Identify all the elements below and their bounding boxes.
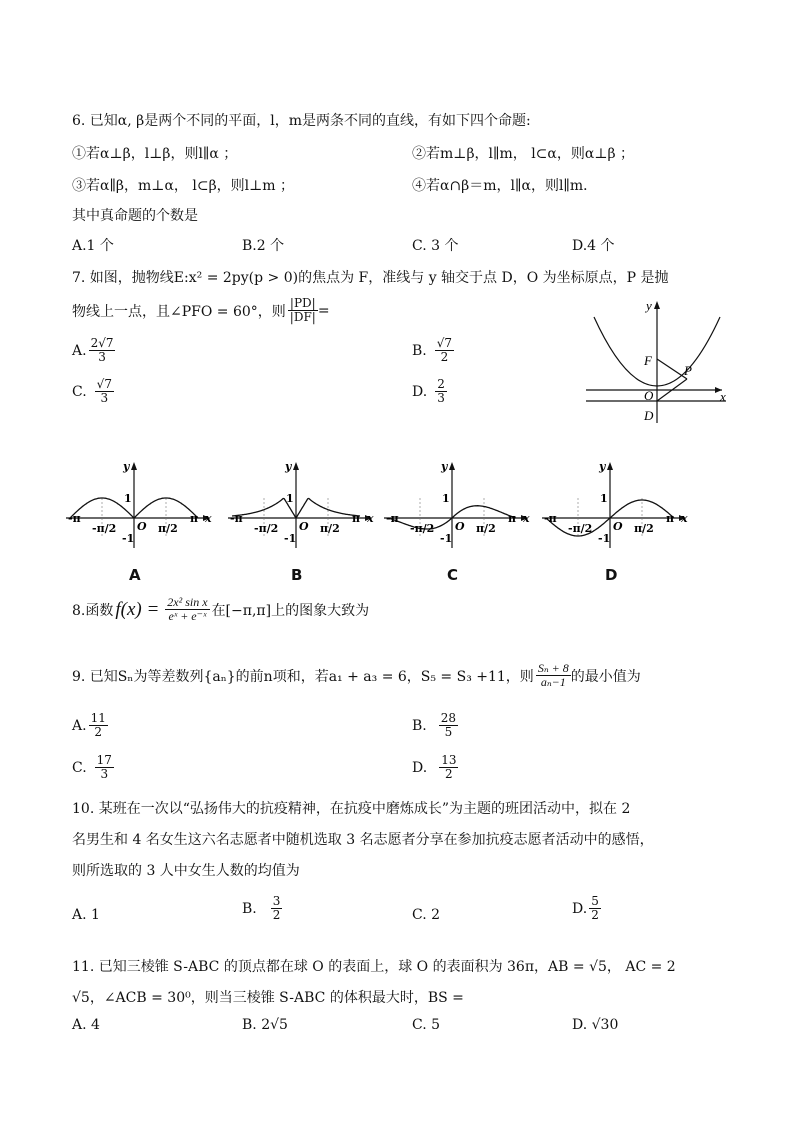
q10-option-b-num: 3	[272, 894, 281, 908]
q6-option-c: C. 3 个	[412, 238, 459, 254]
q7-option-c-den: 3	[100, 391, 109, 405]
q8-graph-label-neg-half-pi: -π/2	[254, 522, 279, 535]
q6-proposition-3: ③若α∥β，m⊥α， l⊂β，则l⊥m ；	[72, 178, 295, 194]
q8-graph-label-pi: π	[352, 512, 361, 525]
q7-label-x: x	[720, 389, 726, 404]
q9-option-c-label: C.	[72, 759, 87, 776]
q7-option-d	[412, 378, 447, 405]
q8-graph-label-origin: O	[299, 520, 309, 533]
q6-option-b: B.2 个	[242, 238, 285, 254]
q9-fraction-den: aₙ−1	[540, 675, 566, 689]
q8-graph-label-y: y	[599, 460, 606, 473]
q7-option-a-label: A.	[72, 342, 87, 359]
q7-stem-text: 物线上一点，且∠PFO = 60°，则	[72, 303, 286, 320]
q7-option-d-label: D.	[412, 383, 428, 400]
q7-label-p: P	[684, 363, 692, 378]
q8-graph-label-one: 1	[124, 492, 132, 505]
q7-fraction-numerator: |PD|	[289, 296, 316, 310]
q8-graph-label-x: x	[205, 512, 212, 525]
q10-option-b-label: B.	[242, 900, 257, 917]
q8-graph-label-pi: π	[190, 512, 199, 525]
q7-stem-line2	[72, 297, 330, 324]
q9-option-d-value	[439, 754, 458, 781]
q10-option-b-value	[271, 895, 283, 922]
q7-option-b-label: B.	[412, 342, 427, 359]
q6-option-a: A.1 个	[72, 238, 114, 254]
q7-option-b-den: 2	[440, 350, 449, 364]
q9-option-b	[412, 712, 458, 739]
q9-option-a	[72, 712, 108, 739]
q8-graph-label-neg-pi: -π	[230, 512, 243, 525]
q7-option-a-num: 2√7	[90, 336, 114, 350]
q8-graph-label-neg-half-pi: -π/2	[410, 522, 435, 535]
q6-stem: 6. 已知α, β是两个不同的平面，l，m是两条不同的直线，有如下四个命题:	[72, 113, 531, 129]
q7-option-a-value	[89, 337, 116, 364]
q10-stem-line1: 10. 某班在一次以“弘扬伟大的抗疫精神，在抗疫中磨炼成长”为主题的班团活动中，拟在 2	[72, 801, 631, 817]
q8-graph-label-neg-pi: -π	[68, 512, 81, 525]
q7-label-f: F	[644, 353, 652, 368]
q7-fraction	[288, 297, 318, 324]
q9-option-c-den: 3	[100, 767, 109, 781]
q9-fraction	[536, 662, 571, 689]
q6-proposition-4: ④若α∩β＝m，l∥α，则l∥m．	[412, 178, 598, 194]
q7-option-c	[72, 378, 114, 405]
q9-option-d	[412, 754, 458, 781]
q9-stem-b: 的最小值为	[570, 668, 641, 685]
q7-option-d-value	[435, 378, 447, 405]
q9-option-c	[72, 754, 114, 781]
q9-option-b-den: 5	[444, 725, 453, 739]
q8-graph-label-half-pi: π/2	[476, 522, 496, 535]
q8-graph-label-neg-one: -1	[122, 532, 135, 545]
q11-option-c: C. 5	[412, 1017, 441, 1033]
q8-graph-label-pi: π	[666, 512, 675, 525]
q8-graph-label-pi: π	[508, 512, 517, 525]
q9-option-a-den: 2	[94, 725, 103, 739]
q9-option-d-label: D.	[412, 759, 428, 776]
q10-option-c: C. 2	[412, 907, 441, 923]
q8-fraction-num: 2x² sin x	[167, 595, 208, 609]
q10-stem-line2: 名男生和 4 名女生这六名志愿者中随机选取 3 名志愿者分享在参加抗疫志愿者活动中的感悟，	[72, 832, 654, 848]
q11-stem-line2: √5，∠ACB = 30⁰，则当三棱锥 S-ABC 的体积最大时，BS =	[72, 990, 464, 1006]
q8-graph-y-arrow	[293, 462, 299, 470]
q8-graph-label-neg-half-pi: -π/2	[568, 522, 593, 535]
q8-stem-a: 8.函数	[72, 602, 114, 619]
q8-graph-label-neg-one: -1	[284, 532, 297, 545]
q6-proposition-2: ②若m⊥β，l∥m， l⊂α，则α⊥β ；	[412, 146, 635, 162]
q9-option-c-value	[95, 754, 114, 781]
q8-graph-label-one: 1	[442, 492, 450, 505]
q9-option-b-num: 28	[440, 711, 457, 725]
q10-option-b-den: 2	[272, 908, 281, 922]
q8-graph-y-arrow	[449, 462, 455, 470]
q8-graph-y-arrow	[607, 462, 613, 470]
q8-graph-label-neg-pi: -π	[386, 512, 399, 525]
q10-option-d	[572, 895, 601, 922]
q7-label-o: O	[644, 388, 654, 403]
q10-option-d-value	[589, 895, 601, 922]
q11-stem-line1: 11. 已知三棱锥 S-ABC 的顶点都在球 O 的表面上，球 O 的表面积为 36π，AB = √5， AC = 2	[72, 959, 676, 975]
q6-question: 其中真命题的个数是	[72, 208, 198, 224]
q10-option-d-den: 2	[591, 908, 599, 922]
q8-graph-label-origin: O	[455, 520, 465, 533]
q7-stem-line1: 7. 如图，抛物线E:x² = 2py(p > 0)的焦点为 F，准线与 y 轴交于点 D，O 为坐标原点，P 是抛	[72, 270, 669, 286]
q10-option-b	[242, 895, 282, 922]
q8-graph-label-x: x	[681, 512, 688, 525]
q7-option-b	[412, 337, 454, 364]
q7-option-c-label: C.	[72, 383, 87, 400]
q7-segment-fp	[657, 359, 687, 379]
q7-option-d-num: 2	[437, 377, 445, 391]
q7-y-arrow	[654, 301, 660, 309]
q9-option-a-num: 11	[90, 711, 106, 725]
q8-graph-label-a: A	[129, 566, 141, 584]
q8-graph-label-b: B	[291, 566, 303, 584]
q8-graph-label-c: C	[447, 566, 459, 584]
q6-option-d: D.4 个	[572, 238, 615, 254]
q8-fraction-den: eˣ + e⁻ˣ	[168, 609, 207, 623]
q7-option-a-den: 3	[98, 350, 106, 364]
q9-option-a-value	[89, 712, 108, 739]
q9-option-a-label: A.	[72, 717, 87, 734]
q7-option-b-num: √7	[436, 336, 453, 350]
q11-option-d: D. √30	[572, 1017, 619, 1033]
q8-graph-label-half-pi: π/2	[634, 522, 654, 535]
q9-option-b-label: B.	[412, 717, 427, 734]
q8-graph-label-y: y	[123, 460, 130, 473]
q7-label-d: D	[644, 408, 654, 423]
q8-stem-b: 在[−π,π]上的图象大致为	[211, 602, 370, 619]
q7-label-y: y	[646, 298, 652, 313]
q9-option-d-den: 2	[445, 767, 453, 781]
q8-fx: f(x) =	[115, 598, 160, 620]
q8-graph-label-origin: O	[613, 520, 623, 533]
q8-graph-y-arrow	[131, 462, 137, 470]
q9-option-d-num: 13	[441, 753, 457, 767]
q7-option-b-value	[435, 337, 454, 364]
q7-option-a	[72, 337, 115, 364]
q8-graph-label-x: x	[523, 512, 530, 525]
q8-fraction	[165, 596, 209, 623]
q7-fraction-denominator: |DF|	[289, 310, 316, 324]
q10-option-a: A. 1	[72, 907, 100, 923]
q8-graph-label-y: y	[285, 460, 292, 473]
q8-graph-label-neg-one: -1	[598, 532, 611, 545]
q8-graph-label-neg-one: -1	[440, 532, 453, 545]
q6-proposition-1: ①若α⊥β，l⊥β，则l∥α ；	[72, 146, 238, 162]
q8-graph-label-d: D	[605, 566, 618, 584]
q10-option-d-num: 5	[591, 894, 599, 908]
q8-graph-label-half-pi: π/2	[320, 522, 340, 535]
q7-option-c-value	[95, 378, 114, 405]
q9-option-c-num: 17	[96, 753, 112, 767]
q9-stem	[72, 662, 641, 689]
q8-graph-label-one: 1	[600, 492, 608, 505]
q9-option-b-value	[439, 712, 458, 739]
q8-graph-label-x: x	[367, 512, 374, 525]
q8-graph-label-neg-pi: -π	[544, 512, 557, 525]
q7-equals: =	[317, 302, 330, 319]
q8-graph-label-neg-half-pi: -π/2	[92, 522, 117, 535]
q10-option-d-label: D.	[572, 900, 588, 917]
q8-stem	[72, 596, 369, 623]
q7-option-d-den: 3	[437, 391, 445, 405]
q11-option-a: A. 4	[72, 1017, 100, 1033]
q9-stem-a: 9. 已知Sₙ为等差数列{aₙ}的前n项和，若a₁ + a₃ = 6，S₅ = S₃ +11，则	[72, 668, 534, 685]
q7-option-c-num: √7	[96, 377, 112, 391]
q8-graph-label-y: y	[441, 460, 448, 473]
q11-option-b: B. 2√5	[242, 1017, 288, 1033]
q9-fraction-num: Sₙ + 8	[537, 661, 569, 675]
q8-graph-label-half-pi: π/2	[158, 522, 178, 535]
q7-parabola-figure	[584, 295, 734, 430]
q10-stem-line3: 则所选取的 3 人中女生人数的均值为	[72, 863, 300, 879]
q8-graph-label-origin: O	[137, 520, 147, 533]
q8-graph-label-one: 1	[286, 492, 294, 505]
